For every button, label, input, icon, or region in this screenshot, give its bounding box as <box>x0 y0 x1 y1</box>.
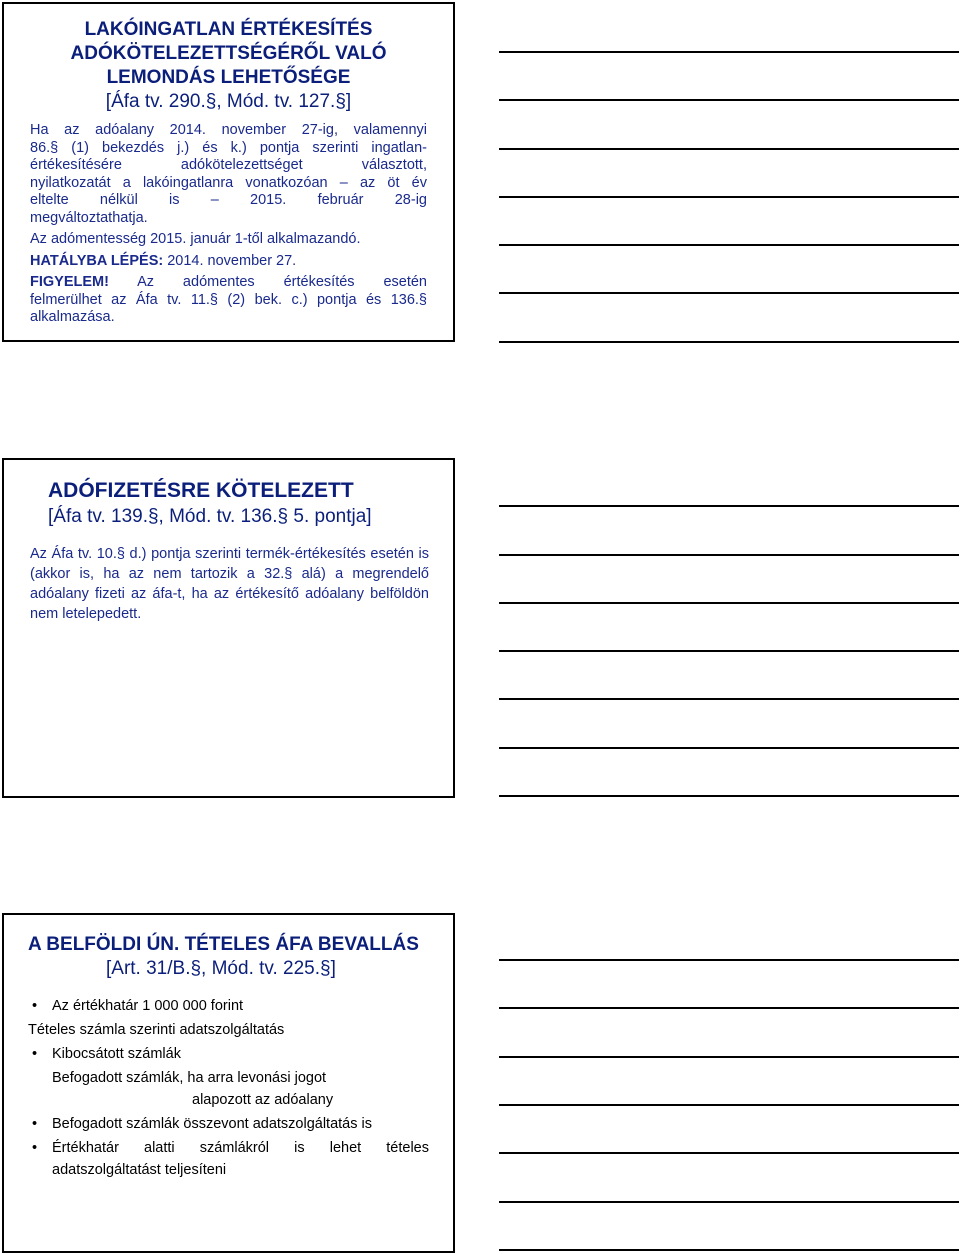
slide-1-reference: [Áfa tv. 290.§, Mód. tv. 127.§] <box>105 91 352 112</box>
slide-1-title <box>30 18 427 90</box>
slide-2-reference: [Áfa tv. 139.§, Mód. tv. 136.§ 5. pontja] <box>48 506 372 527</box>
note-line <box>499 292 959 294</box>
bullet-text: Befogadott számlák összevont adatszolgáltatás is <box>52 1116 372 1132</box>
note-line <box>499 148 959 150</box>
bullet-text: Az értékhatár 1 000 000 forint <box>52 998 244 1014</box>
bullet-item <box>28 1113 429 1135</box>
slide-3 <box>2 913 455 1253</box>
note-line <box>499 1056 959 1058</box>
note-line <box>499 1201 959 1203</box>
note-line <box>499 1104 959 1106</box>
slide-2-body: Az Áfa tv. 10.§ d.) pontja szerinti termék-értékesítés esetén is (akkor is, ha az nem tartozik a 32.§ alá) a megrendelő adóalany fizeti az áfa-t, ha az értékesítő adóalany belföldön nem letelepedett. <box>30 546 429 622</box>
slide-1-effective-date <box>30 253 427 271</box>
note-line <box>499 795 959 797</box>
bullet-icon: • <box>32 1116 38 1132</box>
slide-2 <box>2 458 455 798</box>
note-line <box>499 1249 959 1251</box>
paragraph-line: 86.§ (1) bekezdés j.) és k.) pontja szerinti ingatlan- <box>30 139 427 156</box>
bullet-item <box>28 995 429 1017</box>
effective-value: 2014. november 27. <box>163 252 297 269</box>
paragraph-line: Ha az adóalany 2014. november 27-ig, valamennyi <box>30 122 427 138</box>
paragraph-line: nyilatkozatát a lakóingatlanra vonatkozóan – az öt év <box>30 174 427 191</box>
bullet-item <box>28 1137 429 1159</box>
warning-line <box>30 274 427 292</box>
text-line: adatszolgáltatást teljesíteni <box>52 1162 227 1178</box>
text-line: Tételes számla szerinti adatszolgáltatás <box>28 1022 285 1038</box>
bullet-text: Értékhatár alatti számlákról is lehet tételes <box>52 1140 429 1156</box>
warning-line: felmerülhet az Áfa tv. 11.§ (2) bek. c.) pontja és 136.§ <box>30 291 427 308</box>
paragraph-line: eltelte nélkül is – 2015. február 28-ig <box>30 192 427 208</box>
note-line <box>499 1152 959 1154</box>
slide-2-title: ADÓFIZETÉSRE KÖTELEZETT <box>48 479 354 502</box>
note-line <box>499 698 959 700</box>
text-line: Befogadott számlák, ha arra levonási jogot <box>52 1070 327 1086</box>
note-line <box>499 959 959 961</box>
slide-3-reference: [Art. 31/B.§, Mód. tv. 225.§] <box>106 958 336 979</box>
slide-1-warning <box>30 274 427 327</box>
slide-3-title: A BELFÖLDI ÚN. TÉTELES ÁFA BEVALLÁS <box>28 934 419 955</box>
note-line <box>499 341 959 343</box>
warning-label: FIGYELEM! <box>30 274 109 290</box>
note-line <box>499 196 959 198</box>
note-line <box>499 650 959 652</box>
slide-1-paragraph-2: Az adómentesség 2015. január 1-től alkalmazandó. <box>30 231 361 247</box>
paragraph-line: megváltoztathatja. <box>30 209 148 226</box>
note-line <box>499 244 959 246</box>
slide-1-title-line: LAKÓINGATLAN ÉRTÉKESÍTÉS <box>84 19 373 40</box>
slide-1 <box>2 2 455 342</box>
slide-1-paragraph-1 <box>30 122 427 227</box>
warning-line: alkalmazása. <box>30 309 115 325</box>
note-line <box>499 554 959 556</box>
bullet-icon: • <box>32 998 38 1014</box>
slide-1-title-line: LEMONDÁS LEHETŐSÉGE <box>106 67 351 88</box>
text-line: alapozott az adóalany <box>192 1092 334 1108</box>
warning-text: Az adómentes értékesítés esetén <box>108 274 427 290</box>
slide-1-title-line: ADÓKÖTELEZETTSÉGÉRŐL VALÓ <box>70 43 387 64</box>
paragraph-line: értékesítésére adókötelezettséget választott, <box>30 157 427 173</box>
note-line <box>499 99 959 101</box>
note-line <box>499 51 959 53</box>
note-line <box>499 505 959 507</box>
note-line <box>499 602 959 604</box>
bullet-icon: • <box>32 1046 38 1062</box>
bullet-icon: • <box>32 1140 38 1156</box>
note-line <box>499 747 959 749</box>
effective-label: HATÁLYBA LÉPÉS: <box>30 252 164 269</box>
bullet-item <box>28 1043 429 1065</box>
bullet-text: Kibocsátott számlák <box>52 1046 181 1062</box>
slide-1-body <box>30 122 427 327</box>
note-line <box>499 1007 959 1009</box>
